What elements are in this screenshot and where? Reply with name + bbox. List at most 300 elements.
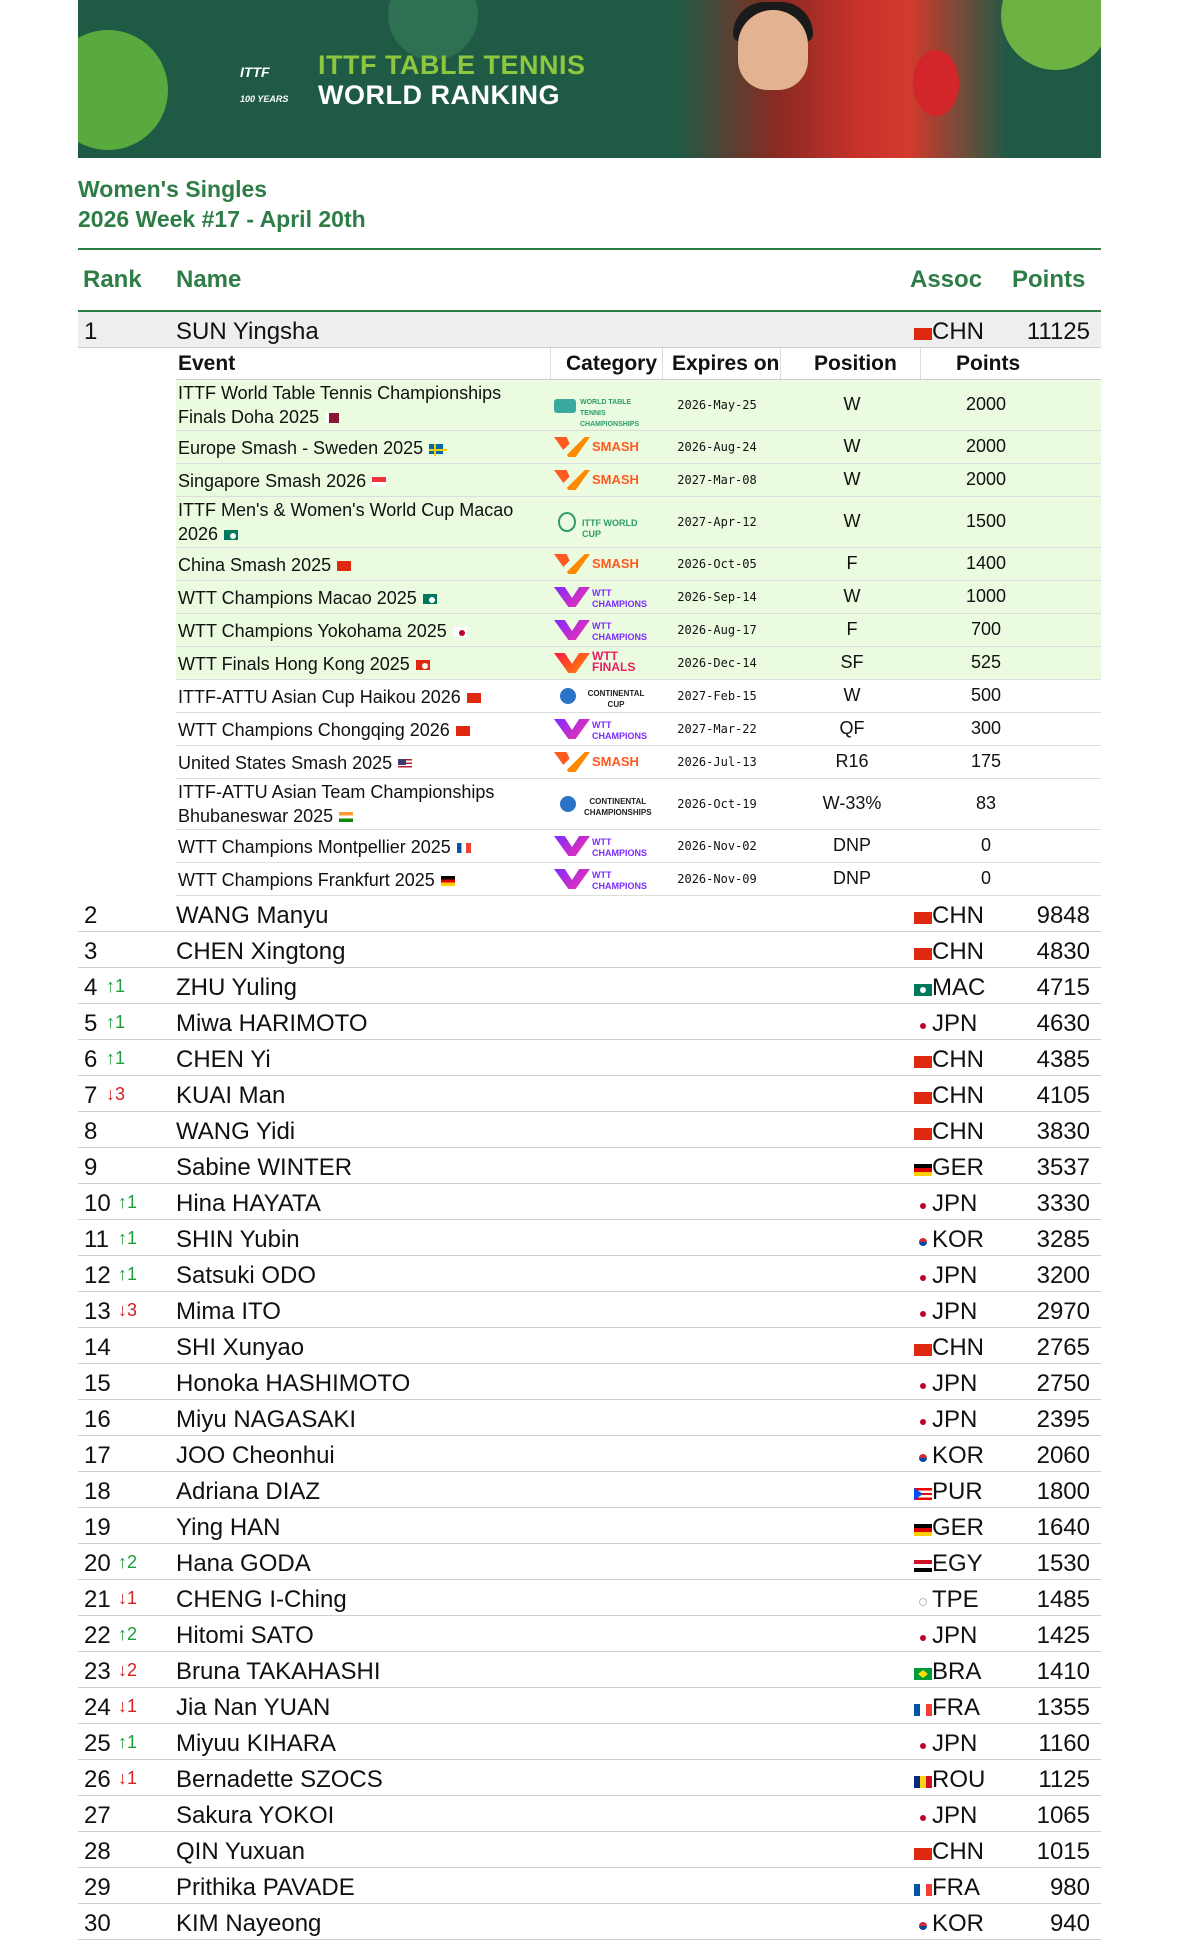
expires-date: 2026-May-25: [677, 398, 757, 412]
rank: 16: [84, 1406, 111, 1433]
points: 3537: [1036, 1154, 1090, 1181]
event-row[interactable]: [176, 497, 1101, 548]
points: 2750: [1036, 1370, 1090, 1397]
event-name[interactable]: WTT Champions Macao 2025: [178, 586, 437, 610]
player-name[interactable]: Adriana DIAZ: [176, 1478, 321, 1505]
category-logo-text: WTT CHAMPIONS: [592, 621, 648, 642]
week-title: 2026 Week #17 - April 20th: [78, 206, 366, 232]
points: 1800: [1036, 1478, 1090, 1505]
event-points: 2000: [965, 394, 1007, 414]
category-logo-text: SMASH: [592, 754, 639, 769]
table-row[interactable]: [78, 1724, 1101, 1760]
player-name[interactable]: Jia Nan YUAN: [176, 1694, 331, 1721]
association: JPN: [932, 1010, 978, 1037]
table-row[interactable]: [78, 1616, 1101, 1652]
player-name[interactable]: ZHU Yuling: [176, 974, 297, 1001]
banner-title: ITTF TABLE TENNIS: [318, 50, 586, 80]
event-row[interactable]: [176, 581, 1101, 614]
event-row[interactable]: [176, 746, 1101, 779]
association: JPN: [932, 1298, 978, 1325]
points: 3830: [1036, 1118, 1090, 1145]
points: 11125: [1026, 318, 1090, 345]
association: EGY: [932, 1550, 983, 1577]
cc-logo-icon: [554, 684, 648, 708]
flag-icon: [914, 1740, 932, 1752]
banner: [78, 0, 1101, 158]
points: 4715: [1036, 974, 1090, 1001]
rank: 23: [84, 1658, 111, 1685]
table-row[interactable]: [78, 1544, 1101, 1580]
table-row[interactable]: [78, 1004, 1101, 1040]
points: 2060: [1036, 1442, 1090, 1469]
event-points: 0: [980, 835, 991, 855]
flag-icon: [914, 1920, 932, 1932]
player-name[interactable]: CHEN Xingtong: [176, 938, 346, 965]
event-name[interactable]: Singapore Smash 2026: [178, 469, 386, 493]
column-divider: [550, 348, 551, 379]
points: 980: [1049, 1874, 1090, 1901]
ittf-logo: [238, 50, 298, 110]
expires-date: 2027-Mar-08: [677, 473, 757, 487]
player-name[interactable]: Honoka HASHIMOTO: [176, 1370, 411, 1397]
event-points: 500: [970, 685, 1002, 705]
rank: 8: [84, 1118, 98, 1145]
flag-icon: [337, 561, 351, 571]
event-points: 175: [970, 751, 1002, 771]
category-logo: [554, 435, 648, 459]
player-name[interactable]: CHEN Yi: [176, 1046, 271, 1073]
champ-logo-icon: [554, 834, 648, 858]
player-name[interactable]: Hitomi SATO: [176, 1622, 314, 1649]
rank: 17: [84, 1442, 111, 1469]
table-row[interactable]: [78, 1904, 1101, 1940]
rank: 2: [84, 902, 98, 929]
points: 1355: [1036, 1694, 1090, 1721]
event-row[interactable]: [176, 614, 1101, 647]
player-name[interactable]: Miyu NAGASAKI: [176, 1406, 357, 1433]
events-header: [176, 348, 1101, 380]
rank: 5: [84, 1010, 98, 1037]
position-column-header: Position: [814, 352, 897, 375]
event-name[interactable]: United States Smash 2025: [178, 751, 412, 775]
rank-change: ↓3: [106, 1084, 126, 1104]
flag-icon: [429, 444, 443, 454]
flag-icon: [453, 627, 467, 637]
association: JPN: [932, 1262, 978, 1289]
category-logo: [554, 867, 648, 891]
rank-change: ↑1: [106, 1048, 126, 1068]
points: 4385: [1036, 1046, 1090, 1073]
association: CHN: [932, 938, 984, 965]
flag-icon: [416, 660, 430, 670]
expires-date: 2026-Nov-02: [677, 839, 757, 853]
rank-change: ↓1: [118, 1588, 138, 1608]
association: JPN: [932, 1802, 978, 1829]
event-name[interactable]: ITTF World Table Tennis Championships Finals Doha 2025: [178, 383, 502, 427]
category-mark-icon: [554, 869, 590, 889]
event-position: R16: [835, 751, 869, 771]
event-position: W: [843, 436, 861, 456]
event-row[interactable]: [176, 713, 1101, 746]
player-name[interactable]: JOO Cheonhui: [176, 1442, 335, 1469]
points: 3330: [1036, 1190, 1090, 1217]
smash-logo-icon: [554, 552, 648, 576]
player-name[interactable]: SHI Xunyao: [176, 1334, 305, 1361]
table-row[interactable]: [78, 1040, 1101, 1076]
logo-text: ITTF: [240, 64, 270, 80]
player-name[interactable]: Bernadette SZOCS: [176, 1766, 383, 1793]
event-position: W: [843, 469, 861, 489]
points: 1640: [1036, 1514, 1090, 1541]
flag-icon: [914, 1416, 932, 1428]
event-points: 2000: [965, 469, 1007, 489]
wc-logo-icon: [554, 510, 648, 539]
table-row[interactable]: [78, 1868, 1101, 1904]
points: 1065: [1036, 1802, 1090, 1829]
rank: 14: [84, 1334, 111, 1361]
event-row[interactable]: [176, 380, 1101, 431]
event-position: F: [846, 619, 858, 639]
table-row[interactable]: [78, 1184, 1101, 1220]
column-divider: [780, 348, 781, 379]
category-logo-text: ITTF WORLD CUP: [582, 518, 638, 539]
table-row-top-player[interactable]: [78, 312, 1101, 348]
player-name[interactable]: CHENG I-Ching: [176, 1586, 347, 1613]
smash-logo-icon: [554, 435, 648, 459]
rank: 11: [84, 1226, 109, 1253]
table-row[interactable]: [78, 968, 1101, 1004]
points: 4830: [1036, 938, 1090, 965]
category-logo-text: WTT CHAMPIONS: [592, 588, 648, 609]
category-mark-icon: [554, 399, 576, 413]
flag-icon: [325, 413, 339, 423]
expires-date: 2026-Dec-14: [677, 656, 757, 670]
player-name[interactable]: WANG Manyu: [176, 902, 329, 929]
category-logo: [554, 510, 648, 539]
event-name[interactable]: ITTF Men's & Women's World Cup Macao 2026: [178, 500, 514, 544]
flag-icon: [914, 1020, 932, 1032]
smash-logo-icon: [554, 468, 648, 492]
rank: 6: [84, 1046, 98, 1073]
expires-date: 2026-Oct-19: [677, 797, 757, 811]
player-name[interactable]: Satsuki ODO: [176, 1262, 317, 1289]
category-mark-icon: [554, 653, 590, 673]
flag-icon: [914, 912, 932, 924]
table-row[interactable]: [78, 1256, 1101, 1292]
category-logo: [554, 393, 648, 428]
flag-icon: [914, 1668, 932, 1680]
player-name[interactable]: Miyuu KIHARA: [176, 1730, 337, 1757]
event-name[interactable]: WTT Finals Hong Kong 2025: [178, 652, 430, 676]
event-name[interactable]: WTT Champions Yokohama 2025: [178, 619, 467, 643]
player-name[interactable]: SUN Yingsha: [176, 318, 319, 345]
player-name[interactable]: Mima ITO: [176, 1298, 281, 1325]
rank: 7: [84, 1082, 98, 1109]
player-name[interactable]: Bruna TAKAHASHI: [176, 1658, 381, 1685]
event-row[interactable]: [176, 779, 1101, 830]
event-row[interactable]: [176, 863, 1101, 896]
rank: 3: [84, 938, 98, 965]
event-position: W: [843, 685, 861, 705]
rank: 1: [84, 318, 98, 345]
table-row[interactable]: [78, 1112, 1101, 1148]
event-points: 2000: [965, 436, 1007, 456]
event-points: 700: [970, 619, 1002, 639]
event-name[interactable]: ITTF-ATTU Asian Cup Haikou 2026: [178, 685, 481, 709]
category-mark-icon: [554, 437, 590, 457]
category-logo: [554, 750, 648, 774]
table-row[interactable]: [78, 1436, 1101, 1472]
rank: 30: [84, 1910, 111, 1937]
event-position: DNP: [832, 868, 871, 888]
player-name[interactable]: Ying HAN: [176, 1514, 281, 1541]
flag-icon: [914, 1308, 932, 1320]
association: MAC: [932, 974, 986, 1001]
points: 1425: [1036, 1622, 1090, 1649]
category-column-header: Category: [566, 352, 658, 375]
expires-date: 2026-Oct-05: [677, 557, 757, 571]
rank: 27: [84, 1802, 111, 1829]
flag-icon: [914, 1488, 932, 1500]
event-points: 83: [975, 793, 997, 813]
events-body: [176, 380, 1101, 896]
category-mark-icon: [558, 512, 576, 532]
rank: 26: [84, 1766, 111, 1793]
points-column-header: Points: [1012, 266, 1086, 293]
event-position: W-33%: [822, 793, 882, 813]
event-points: 1000: [965, 586, 1007, 606]
player-name[interactable]: Hana GODA: [176, 1550, 311, 1577]
finals-logo-icon: [554, 651, 648, 675]
rank-change: ↑1: [118, 1264, 138, 1284]
player-name[interactable]: Prithika PAVADE: [176, 1874, 355, 1901]
table-row[interactable]: [78, 1508, 1101, 1544]
category-logo: [554, 552, 648, 576]
table-row[interactable]: [78, 1364, 1101, 1400]
expires-date: 2026-Aug-17: [677, 623, 757, 637]
category-logo: [554, 717, 648, 741]
event-row[interactable]: [176, 647, 1101, 680]
table-row[interactable]: [78, 1472, 1101, 1508]
player-name[interactable]: KUAI Man: [176, 1082, 286, 1109]
player-name[interactable]: QIN Yuxuan: [176, 1838, 305, 1865]
flag-icon: [467, 693, 481, 703]
points: 4105: [1036, 1082, 1090, 1109]
table-row[interactable]: [78, 1796, 1101, 1832]
expires-date: 2027-Apr-12: [677, 515, 757, 529]
table-row[interactable]: [78, 1076, 1101, 1112]
association: GER: [932, 1154, 985, 1181]
flag-icon: [914, 1596, 932, 1608]
player-name[interactable]: Miwa HARIMOTO: [176, 1010, 368, 1037]
expires-date: 2026-Jul-13: [677, 755, 757, 769]
category-title: Women's Singles: [78, 176, 268, 202]
rank-change: ↓3: [118, 1300, 138, 1320]
table-row[interactable]: [78, 1580, 1101, 1616]
flag-icon: [914, 1776, 932, 1788]
category-logo-text: WTT CHAMPIONS: [592, 870, 648, 891]
category-mark-icon: [554, 752, 590, 772]
events-table: [176, 348, 1101, 896]
flag-icon: [914, 1128, 932, 1140]
table-row[interactable]: [78, 1400, 1101, 1436]
table-row[interactable]: [78, 1148, 1101, 1184]
category-mark-icon: [554, 470, 590, 490]
event-name[interactable]: China Smash 2025: [178, 553, 351, 577]
event-name[interactable]: ITTF-ATTU Asian Team Championships Bhubaneswar 2025: [178, 782, 495, 826]
flag-icon: [914, 1704, 932, 1716]
flag-icon: [914, 1632, 932, 1644]
column-divider: [662, 348, 663, 379]
event-name[interactable]: WTT Champions Chongqing 2026: [178, 718, 470, 742]
rank: 24: [84, 1694, 111, 1721]
table-row[interactable]: [78, 1688, 1101, 1724]
flag-icon: [914, 1236, 932, 1248]
rank: 22: [84, 1622, 111, 1649]
table-row[interactable]: [78, 1832, 1101, 1868]
event-position: F: [846, 553, 858, 573]
event-row[interactable]: [176, 548, 1101, 581]
flag-icon: [441, 876, 455, 886]
category-mark-icon: [554, 587, 590, 607]
flag-icon: [914, 328, 932, 340]
association: CHN: [932, 318, 984, 345]
flag-icon: [372, 477, 386, 487]
category-logo: [554, 792, 652, 817]
rank: 4: [84, 974, 98, 1001]
category-logo: [554, 651, 648, 675]
champ-logo-icon: [554, 618, 648, 642]
association: CHN: [932, 1082, 984, 1109]
champ-logo-icon: [554, 867, 648, 891]
event-points: 525: [970, 652, 1002, 672]
event-row[interactable]: [176, 830, 1101, 863]
page-heading: [78, 174, 1101, 234]
points: 9848: [1036, 902, 1090, 929]
points: 4630: [1036, 1010, 1090, 1037]
association: PUR: [932, 1478, 983, 1505]
points: 940: [1049, 1910, 1090, 1937]
table-row[interactable]: [78, 932, 1101, 968]
association: CHN: [932, 1118, 984, 1145]
rank-change: ↑1: [118, 1192, 138, 1212]
category-logo: [554, 618, 648, 642]
player-name[interactable]: WANG Yidi: [176, 1118, 296, 1145]
table-header: [78, 250, 1101, 312]
event-name[interactable]: Europe Smash - Sweden 2025: [178, 436, 443, 460]
points: 1015: [1036, 1838, 1090, 1865]
player-name[interactable]: Sakura YOKOI: [176, 1802, 335, 1829]
association: CHN: [932, 1838, 984, 1865]
flag-icon: [914, 948, 932, 960]
category-logo-text: CONTINENTAL CHAMPIONSHIPS: [584, 797, 652, 817]
flag-icon: [914, 1524, 932, 1536]
event-row[interactable]: [176, 464, 1101, 497]
event-row[interactable]: [176, 680, 1101, 713]
table-row[interactable]: [78, 1292, 1101, 1328]
category-mark-icon: [554, 719, 590, 739]
association: JPN: [932, 1190, 978, 1217]
association: JPN: [932, 1730, 978, 1757]
table-row[interactable]: [78, 1328, 1101, 1364]
category-logo: [554, 585, 648, 609]
rank: 12: [84, 1262, 111, 1289]
points: 3285: [1036, 1226, 1090, 1253]
rank: 25: [84, 1730, 111, 1757]
expires-date: 2026-Sep-14: [677, 590, 757, 604]
rank: 13: [84, 1298, 111, 1325]
points: 1485: [1036, 1586, 1090, 1613]
points: 2395: [1036, 1406, 1090, 1433]
banner-decoration: [78, 30, 168, 150]
association: JPN: [932, 1370, 978, 1397]
rank: 18: [84, 1478, 111, 1505]
category-mark-icon: [554, 620, 590, 640]
rank: 10: [84, 1190, 111, 1217]
points: 1530: [1036, 1550, 1090, 1577]
event-position: SF: [840, 652, 864, 672]
table-row[interactable]: [78, 1760, 1101, 1796]
flag-icon: [423, 594, 437, 604]
event-position: DNP: [832, 835, 871, 855]
flag-icon: [914, 1344, 932, 1356]
banner-decoration: [1001, 0, 1101, 70]
table-row[interactable]: [78, 896, 1101, 932]
player-name[interactable]: SHIN Yubin: [176, 1226, 300, 1253]
event-name[interactable]: WTT Champions Frankfurt 2025: [178, 868, 455, 892]
table-row[interactable]: [78, 1652, 1101, 1688]
flag-icon: [457, 843, 471, 853]
expires-date: 2026-Aug-24: [677, 440, 757, 454]
points: 1160: [1038, 1730, 1090, 1757]
rank: 15: [84, 1370, 111, 1397]
event-row[interactable]: [176, 431, 1101, 464]
association: JPN: [932, 1406, 978, 1433]
flag-icon: [914, 1164, 932, 1176]
flag-icon: [914, 1848, 932, 1860]
association: BRA: [932, 1658, 982, 1685]
event-name[interactable]: WTT Champions Montpellier 2025: [178, 835, 471, 859]
category-logo: [554, 834, 648, 858]
player-name[interactable]: KIM Nayeong: [176, 1910, 322, 1937]
flag-icon: [224, 530, 238, 540]
association: FRA: [932, 1874, 980, 1901]
association: KOR: [932, 1910, 985, 1937]
assoc-column-header: Assoc: [910, 266, 983, 293]
event-column-header: Event: [178, 352, 236, 375]
column-divider: [920, 348, 921, 379]
category-logo-text: SMASH: [592, 439, 639, 454]
rank-change: ↑2: [118, 1552, 138, 1572]
player-name[interactable]: Sabine WINTER: [176, 1154, 353, 1181]
table-row[interactable]: [78, 1220, 1101, 1256]
rank: 29: [84, 1874, 111, 1901]
association: FRA: [932, 1694, 980, 1721]
association: JPN: [932, 1622, 978, 1649]
champ-logo-icon: [554, 585, 648, 609]
rank-change: ↑1: [118, 1228, 138, 1248]
rank-change: ↑1: [118, 1732, 138, 1752]
rank-change: ↑2: [118, 1624, 138, 1644]
player-photo: [738, 10, 808, 90]
flag-icon: [914, 1452, 932, 1464]
rank-change: ↑1: [106, 1012, 126, 1032]
rank: 20: [84, 1550, 111, 1577]
player-name[interactable]: Hina HAYATA: [176, 1190, 321, 1217]
rank-change: ↓1: [118, 1696, 138, 1716]
champ-logo-icon: [554, 717, 648, 741]
category-mark-icon: [554, 554, 590, 574]
